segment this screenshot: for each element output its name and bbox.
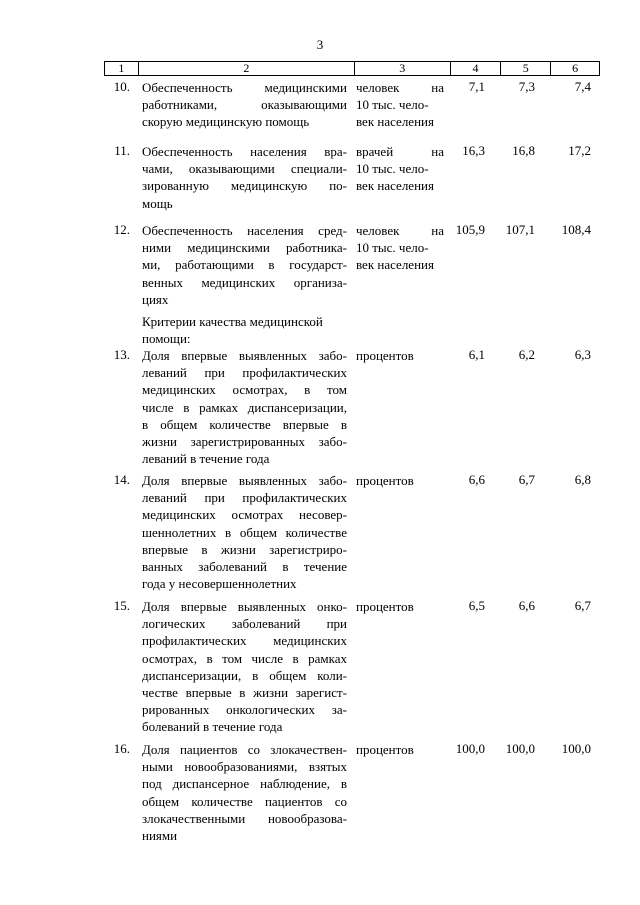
description-line: Доля впервые выявленных онко- <box>142 599 347 614</box>
description-line: года у несовершеннолетних <box>142 576 297 592</box>
value-v4: 105,9 <box>455 222 485 237</box>
value-v6: 6,7 <box>574 598 591 613</box>
row-unit <box>356 347 444 364</box>
row-description <box>142 79 347 131</box>
row-unit <box>356 741 444 758</box>
description-line: Доля впервые выявленных забо- <box>142 348 347 363</box>
row-number: 13. <box>113 347 130 362</box>
row-unit <box>356 222 444 274</box>
description-line: Обеспеченность населения сред- <box>142 223 347 238</box>
row-number: 12. <box>113 222 130 237</box>
value-v4: 16,3 <box>462 143 485 158</box>
unit-line: процентов <box>356 473 414 488</box>
description-line: Доля пациентов со злокачествен- <box>142 742 347 757</box>
description-line: общем количестве пациентов со <box>142 793 347 809</box>
description-line: медицинских осмотрах, в том <box>142 382 347 398</box>
row-number: 15. <box>113 598 130 613</box>
value-v6: 108,4 <box>561 222 591 237</box>
unit-line: человек на <box>356 80 444 95</box>
description-line: чами, оказывающими специали- <box>142 161 347 177</box>
value-v6: 17,2 <box>568 143 591 158</box>
unit-line: век населения <box>356 178 434 194</box>
row-number: 14. <box>113 472 130 487</box>
value-v5: 6,7 <box>518 472 535 487</box>
header-col-1: 1 <box>105 62 139 75</box>
value-v5: 7,3 <box>518 79 535 94</box>
description-line: осмотрах, в том числе в рамках <box>142 650 347 666</box>
description-line: злокачественными новообразова- <box>142 810 347 826</box>
row-description <box>142 347 347 467</box>
row-unit <box>356 79 444 131</box>
header-col-4: 4 <box>451 62 502 75</box>
description-line: леваний при профилактических <box>142 365 347 381</box>
description-line: ними медицинскими работника- <box>142 240 347 256</box>
value-v5: 107,1 <box>505 222 535 237</box>
description-line: логических заболеваний при <box>142 616 347 632</box>
description-line: диспансеризации, в общем коли- <box>142 667 347 683</box>
unit-line: человек на <box>356 223 444 238</box>
unit-line: процентов <box>356 742 414 757</box>
description-line: в общем количестве впервые в <box>142 416 347 432</box>
description-line: шеннолетних в общем количестве <box>142 524 347 540</box>
unit-line: 10 тыс. чело- <box>356 161 429 177</box>
value-v5: 6,2 <box>518 347 535 362</box>
value-v6: 6,3 <box>574 347 591 362</box>
description-line: ниями <box>142 828 178 844</box>
value-v4: 6,6 <box>468 472 485 487</box>
row-description <box>142 472 347 592</box>
unit-line: век населения <box>356 114 434 130</box>
value-v4: 7,1 <box>468 79 485 94</box>
description-line: Обеспеченность медицинскими <box>142 80 347 95</box>
criteria-heading-line-2: помощи: <box>142 331 191 347</box>
value-v4: 100,0 <box>455 741 485 756</box>
description-line: ванных заболеваний в течение <box>142 559 347 575</box>
description-line: венных медицинских организа- <box>142 274 347 290</box>
row-description <box>142 143 347 212</box>
description-line: циях <box>142 291 169 307</box>
value-v4: 6,1 <box>468 347 485 362</box>
criteria-heading-line-1: Критерии качества медицинской <box>142 314 323 329</box>
description-line: зированную медицинскую по- <box>142 178 347 194</box>
description-line: честве впервые в жизни зарегист- <box>142 685 347 701</box>
description-line: болеваний в течение года <box>142 719 283 735</box>
row-description <box>142 741 347 844</box>
description-line: числе в рамках диспансеризации, <box>142 399 347 415</box>
description-line: Обеспеченность населения вра- <box>142 144 347 159</box>
unit-line: врачей на <box>356 144 444 159</box>
row-unit <box>356 143 444 195</box>
row-unit <box>356 598 444 615</box>
row-number: 10. <box>113 79 130 94</box>
header-col-3: 3 <box>355 62 451 75</box>
value-v5: 100,0 <box>505 741 535 756</box>
description-line: рированных онкологических за- <box>142 702 347 718</box>
description-line: медицинских осмотрах несовер- <box>142 507 347 523</box>
description-line: мощь <box>142 195 173 211</box>
header-col-2: 2 <box>139 62 355 75</box>
criteria-heading <box>142 313 347 347</box>
table-header <box>104 61 600 76</box>
description-line: работниками, оказывающими <box>142 97 347 113</box>
row-description <box>142 598 347 736</box>
description-line: ными новообразованиями, взятых <box>142 759 347 775</box>
value-v5: 16,8 <box>512 143 535 158</box>
value-v6: 100,0 <box>561 741 591 756</box>
value-v4: 6,5 <box>468 598 485 613</box>
unit-line: век населения <box>356 257 434 273</box>
row-number: 11. <box>114 143 130 158</box>
unit-line: 10 тыс. чело- <box>356 97 429 113</box>
description-line: леваний при профилактических <box>142 490 347 506</box>
value-v6: 6,8 <box>574 472 591 487</box>
description-line: профилактических медицинских <box>142 633 347 649</box>
page-number: 3 <box>316 37 324 52</box>
value-v6: 7,4 <box>574 79 591 94</box>
row-number: 16. <box>113 741 130 756</box>
description-line: скорую медицинскую помощь <box>142 114 310 130</box>
description-line: под диспансерное наблюдение, в <box>142 776 347 792</box>
header-col-6: 6 <box>572 61 579 75</box>
unit-line: процентов <box>356 348 414 363</box>
description-line: леваний в течение года <box>142 451 270 467</box>
value-v5: 6,6 <box>518 598 535 613</box>
description-line: впервые в жизни зарегистриро- <box>142 541 347 557</box>
description-line: жизни зарегистрированных забо- <box>142 434 347 450</box>
unit-line: 10 тыс. чело- <box>356 240 429 256</box>
header-col-5: 5 <box>501 62 551 75</box>
description-line: Доля впервые выявленных забо- <box>142 473 347 488</box>
row-unit <box>356 472 444 489</box>
description-line: ми, работающими в государст- <box>142 257 347 273</box>
row-description <box>142 222 347 308</box>
unit-line: процентов <box>356 599 414 614</box>
